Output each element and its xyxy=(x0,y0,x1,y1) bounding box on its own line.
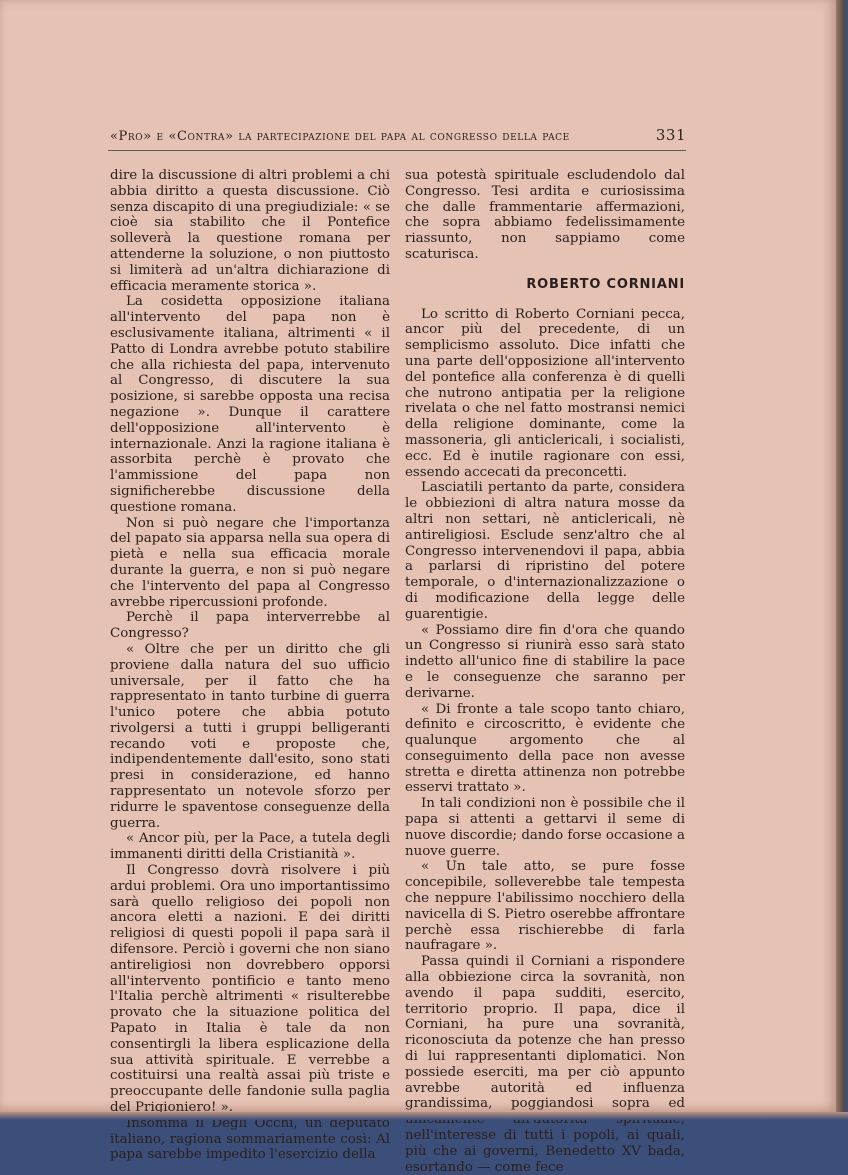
page-number: 331 xyxy=(656,126,686,144)
paragraph: dire la discussione di altri problemi a chi abbia diritto a questa discussione. Ciò senza discapito di una pregiudiziale: « se cioè sia stabilito che il Pontefice solleverà la questione romana per attenderne la soluzione, o non piuttosto si limiterà ad un'altra dichiarazione di efficacia meramente storica ». xyxy=(110,168,390,294)
paragraph: « Oltre che per un diritto che gli proviene dalla natura del suo ufficio universale, per il fatto che ha rappresentato in tanto turbine di guerra l'unico potere che abbia potuto rivolgersi a tutti i gruppi belligeranti recando voti e proposte che, indipendentemente dall'esito, sono stati presi in considerazione, ed hanno rappresentato un notevole sforzo per ridurre le spaventose conseguenze della guerra. xyxy=(110,642,390,832)
paragraph: Lasciatili pertanto da parte, considera le obbiezioni di altra natura mosse da altri non settari, nè anticlericali, nè antireligiosi. Esclude senz'altro che al Congresso intervenendovi il papa, abbia a parlarsi di ripristino del potere temporale, o d'internazionalizzazione o di modificazione della legge delle guarentigie. xyxy=(405,480,685,622)
running-header xyxy=(110,126,686,144)
running-title: «Pro» e «Contra» la partecipazione del papa al congresso della pace xyxy=(110,129,570,144)
left-column xyxy=(110,168,390,1163)
paragraph: In tali condizioni non è possibile che il papa si attenti a gettarvi il seme di nuove discordie; dando forse occasione a nuove guerre. xyxy=(405,796,685,859)
page-edge xyxy=(836,0,848,1120)
paragraph: Passa quindi il Corniani a rispondere alla obbiezione circa la sovranità, non avendo il papa sudditi, esercito, territorio proprio. Il papa, dice il Corniani, ha pure una sovranità, riconosciuta da potenze che han presso di lui rappresentanti diplomatici. Non possiede eserciti, ma per ciò appunto avrebbe autorità ed influenza grandissima, poggiandosi sopra ed unicamente all'autorità spirituale, nell'interesse di tutti i popoli, ai quali, più che ai governi, Benedetto XV bada, xyxy=(405,954,685,1175)
paragraph: Il Congresso dovrà risolvere i più ardui problemi. Ora uno importantissimo sarà quello religioso dei popoli non ancora eletti a nazioni. E dei diritti religiosi di questi popoli il papa sarà il difensore. Perciò i governi che non siano antireligiosi non dovrebbero opporsi all'intervento pontificio e tanto meno l'Italia perchè altrimenti « risulterebbe provato che la situazione politica del Papato in Italia è tale da non consentirgli la libera esplicazione della sua attività spirituale. E verrebbe a costituirsi una realtà assai più triste e preoccupante delle fandonie sulla paglia del Prigioniero! ». xyxy=(110,863,390,1116)
right-column xyxy=(405,168,685,1175)
paragraph: « Ancor più, per la Pace, a tutela degli immanenti diritti della Cristianità ». xyxy=(110,831,390,863)
paragraph: Lo scritto di Roberto Corniani pecca, ancor più del precedente, di un semplicismo assoluto. Dice infatti che una parte dell'opposizione all'intervento del pontefice alla conferenza è di quelli che nutrono antipatia per la religione rivelata o che nel fatto mostransi nemici della religione dominante, come la massoneria, gli anticlericali, i socialisti, ecc. Ed è inutile ragionare con essi, essendo accecati da preconcetti. xyxy=(405,307,685,481)
header-rule xyxy=(108,150,686,151)
paragraph: Insomma il Degli Occhi, un deputato italiano, ragiona sommariamente così: Al papa sarebbe impedito l'esercizio della xyxy=(110,1116,390,1163)
paragraph: Perchè il papa interverrebbe al Congresso? xyxy=(110,610,390,642)
paragraph: « Di fronte a tale scopo tanto chiaro, definito e circoscritto, è evidente che qualunque argomento che al conseguimento della pace non avesse stretta e diretta attinenza non potrebbe esservi trattato ». xyxy=(405,702,685,797)
paragraph-continued: sua potestà spirituale escludendolo dal Congresso. Tesi ardita e curiosissima che dalle frammentarie affermazioni, che sopra abbiamo fedelissimamente riassunto, non sappiamo come scaturisca. xyxy=(405,168,685,263)
paragraph: La cosidetta opposizione italiana all'intervento del papa non è esclusivamente italiana, altrimenti « il Patto di Londra avrebbe potuto stabilire che alla richiesta del papa, intervenuto al Congresso, di discutere la sua posizione, si sarebbe opposta una recisa negazione ». Dunque il carattere dell'opposizione all'intervento è internazionale. Anzi la ragione italiana è assorbita perchè è provato che l'ammissione del papa non significherebbe discussione della questione romana. xyxy=(110,294,390,515)
section-heading: ROBERTO CORNIANI xyxy=(405,277,685,293)
paragraph: Non si può negare che l'importanza del papato sia apparsa nella sua opera di pietà e nella sua efficacia morale durante la guerra, e non si può negare che l'intervento del papa al Congresso avrebbe ripercussioni profonde. xyxy=(110,516,390,611)
paragraph: « Un tale atto, se pure fosse concepibile, solleverebbe tale tempesta che neppure l'abilissimo nocchiero della navicella di S. Pietro oserebbe affrontare perchè essa rischierebbe di farla naufragare ». xyxy=(405,859,685,954)
paragraph: « Possiamo dire fin d'ora che quando un Congresso si riunirà esso sarà stato indetto all'unico fine di stabilire la pace e le conseguenze che saranno per derivarne. xyxy=(405,623,685,702)
page-bottom-edge xyxy=(0,1112,848,1120)
